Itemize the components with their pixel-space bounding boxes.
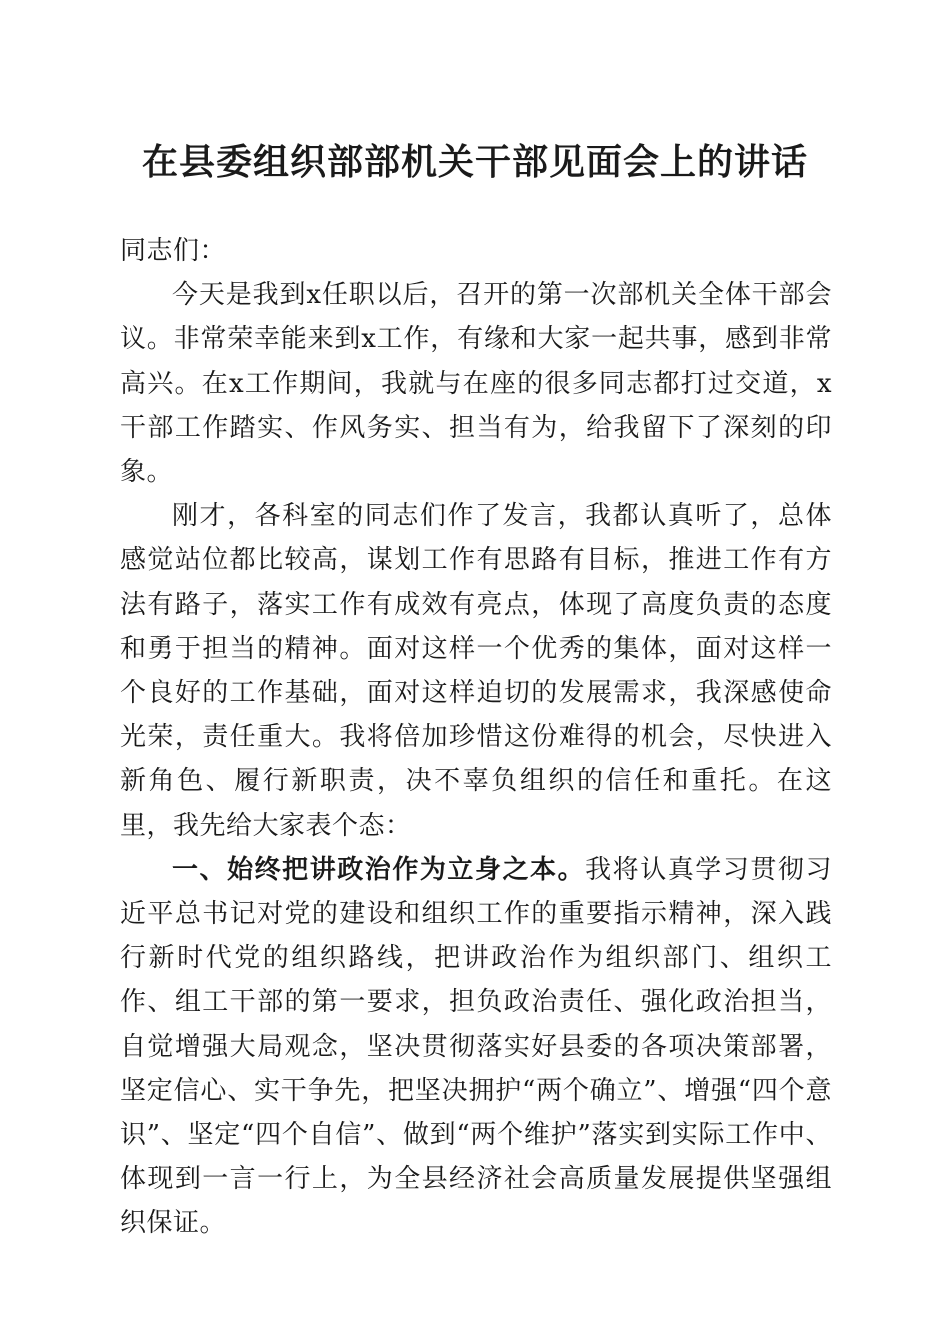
document-body xyxy=(120,229,832,1246)
paragraph-3-text: 我将认真学习贯彻习近平总书记对党的建设和组织工作的重要指示精神，深入践行新时代党的组织路线，把讲政治作为组织部门、组织工作、组工干部的第一要求，担负政治责任、强化政治担当，自觉增强大局观念，坚决贯彻落实好县委的各项决策部署，坚定信心、实干争先，把坚决拥护“两个确立”、增强“四个意识”、坚定“四个自信”、做到“两个维护”落实到实际工作中、体现到一言一行上，为全县经济社会高质量发展提供坚强组织保证。 xyxy=(120,854,832,1239)
section-heading-1: 一、始终把讲政治作为立身之本。 xyxy=(172,854,586,885)
paragraph-1 xyxy=(120,273,832,494)
paragraph-2 xyxy=(120,494,832,848)
paragraph-1-text: 今天是我到x任职以后，召开的第一次部机关全体干部会议。非常荣幸能来到x工作，有缘和大家一起共事，感到非常高兴。在x工作期间，我就与在座的很多同志都打过交道，x干部工作踏实、作风务实、担当有为，给我留下了深刻的印象。 xyxy=(120,280,832,488)
salutation: 同志们： xyxy=(120,236,227,266)
document-title: 在县委组织部部机关干部见面会上的讲话 xyxy=(141,141,808,183)
paragraph-3 xyxy=(120,848,832,1246)
paragraph-2-text: 刚才，各科室的同志们作了发言，我都认真听了，总体感觉站位都比较高，谋划工作有思路有目标，推进工作有方法有路子，落实工作有成效有亮点，体现了高度负责的态度和勇于担当的精神。面对这样一个优秀的集体，面对这样一个良好的工作基础，面对这样迫切的发展需求，我深感使命光荣，责任重大。我将倍加珍惜这份难得的机会，尽快进入新角色、履行新职责，决不辜负组织的信任和重托。在这里，我先给大家表个态： xyxy=(120,501,832,841)
